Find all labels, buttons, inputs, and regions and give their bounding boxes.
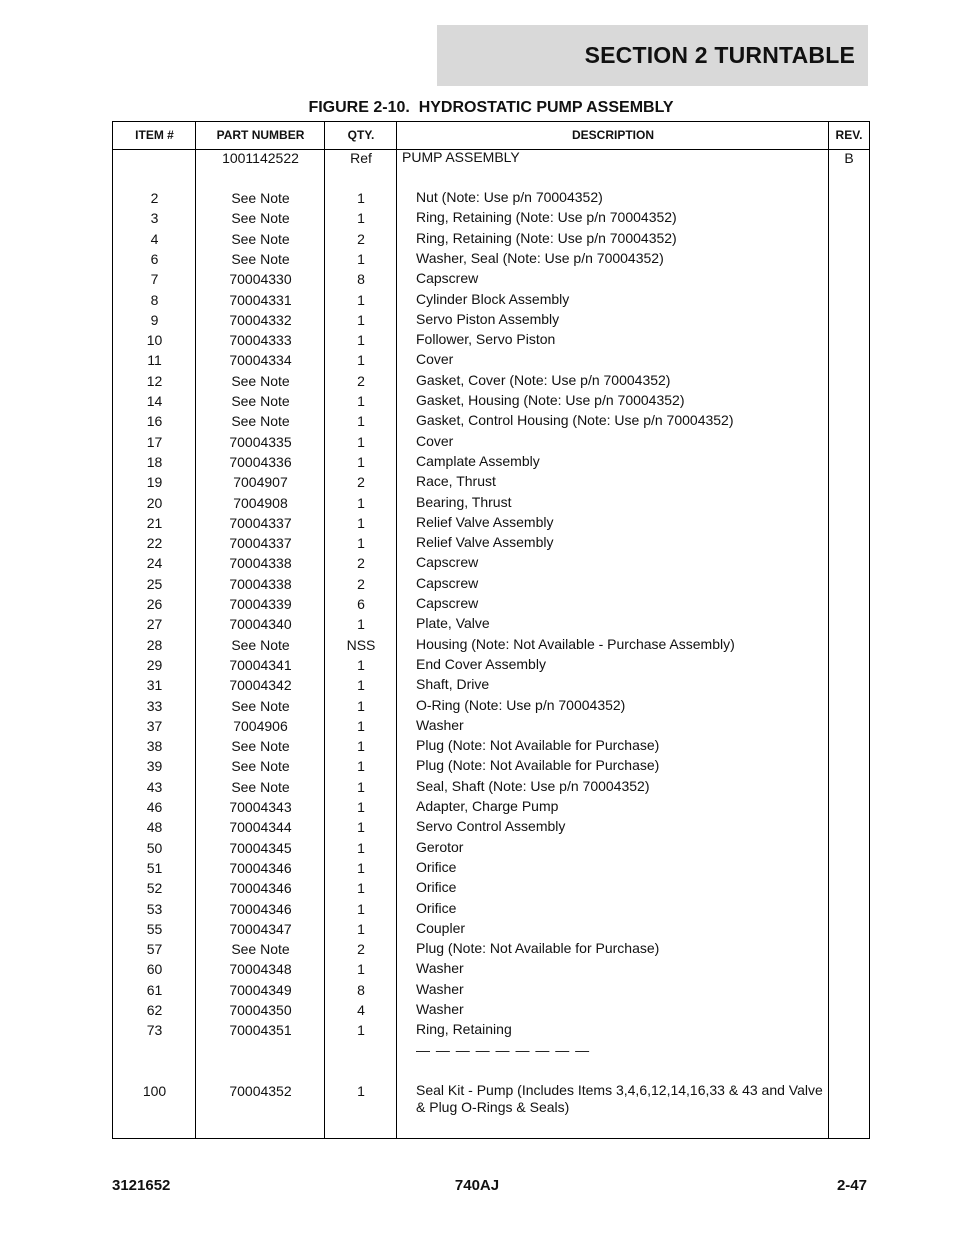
description: End Cover Assembly — [416, 655, 546, 672]
part-number: 70004337 — [229, 535, 292, 552]
description: Ring, Retaining — [416, 1021, 512, 1038]
item-number: 29 — [146, 656, 163, 673]
quantity: 1 — [357, 961, 365, 978]
item-number: 28 — [146, 636, 163, 653]
description: Plug (Note: Not Available for Purchase) — [416, 940, 660, 957]
footer-page-number: 2-47 — [836, 1177, 867, 1194]
quantity: 6 — [357, 596, 365, 612]
item-number: 48 — [146, 819, 163, 836]
item-number: 52 — [146, 880, 163, 897]
table-row — [113, 1082, 869, 1116]
quantity: 2 — [357, 474, 365, 491]
item-number: 4 — [150, 230, 159, 247]
quantity: 1 — [357, 900, 365, 917]
footer-model: 740AJ — [454, 1177, 500, 1194]
part-number: See Note — [231, 778, 290, 795]
quantity: 1 — [357, 778, 365, 795]
item-number: 18 — [146, 453, 163, 470]
parts-table — [112, 121, 870, 1139]
quantity: 1 — [357, 839, 365, 856]
description: Relief Valve Assembly — [416, 513, 554, 530]
item-number: 2 — [150, 190, 159, 206]
part-number: 1001142522 — [222, 150, 299, 166]
quantity: 1 — [357, 859, 365, 876]
quantity: 1 — [357, 291, 365, 308]
description: Follower, Servo Piston — [416, 331, 556, 348]
table-row — [113, 453, 869, 473]
part-number: 70004338 — [229, 555, 292, 572]
description: Gerotor — [416, 838, 464, 855]
table-row — [113, 291, 869, 311]
item-number: 22 — [146, 535, 163, 552]
table-row — [113, 1062, 869, 1082]
description: Cover — [416, 432, 454, 449]
table-row — [113, 372, 869, 392]
description: Plug (Note: Not Available for Purchase) — [416, 737, 660, 754]
description: Camplate Assembly — [416, 452, 540, 469]
quantity: 1 — [357, 738, 365, 755]
table-row — [113, 981, 869, 1001]
item-number: 43 — [146, 778, 163, 795]
item-number: 9 — [150, 311, 159, 328]
quantity: 1 — [357, 717, 365, 734]
quantity: 1 — [357, 210, 365, 227]
quantity: 1 — [357, 494, 365, 511]
quantity: 1 — [357, 453, 365, 470]
description: Orifice — [416, 858, 457, 875]
table-row — [113, 331, 869, 351]
column-header-description: DESCRIPTION — [571, 128, 654, 142]
quantity: 4 — [357, 1002, 365, 1018]
table-row — [113, 879, 869, 899]
description: Cover — [416, 351, 454, 368]
quantity: 1 — [357, 880, 365, 897]
table-row — [113, 554, 869, 574]
part-number: 70004346 — [229, 859, 292, 876]
item-number: 31 — [146, 677, 163, 694]
item-number: 62 — [146, 1002, 163, 1018]
part-number: 70004345 — [229, 839, 292, 856]
item-number: 60 — [146, 961, 163, 978]
quantity: 1 — [357, 332, 365, 349]
description: Relief Valve Assembly — [416, 534, 554, 551]
table-row — [113, 1021, 869, 1041]
description: O-Ring (Note: Use p/n 70004352) — [416, 696, 626, 713]
table-row — [113, 595, 869, 615]
column-header-item: ITEM # — [135, 128, 174, 142]
part-number: 70004344 — [229, 819, 292, 836]
part-number: See Note — [231, 250, 290, 267]
section-title: SECTION 2 TURNTABLE — [584, 42, 855, 68]
part-number: 7004907 — [233, 474, 288, 491]
part-number: 70004338 — [229, 575, 292, 592]
part-number: 70004341 — [229, 656, 292, 673]
quantity: 8 — [357, 271, 365, 288]
part-number: 70004349 — [229, 981, 292, 998]
description: Gasket, Cover (Note: Use p/n 70004352) — [416, 371, 671, 388]
part-number: 70004330 — [229, 271, 292, 288]
description: Seal Kit - Pump (Includes Items 3,4,6,12,14,16,33 & 43 and Valve & Plug O-Rings & Seals) — [416, 1082, 823, 1116]
quantity: 1 — [357, 677, 365, 694]
quantity: 1 — [357, 393, 365, 409]
revision: B — [844, 150, 854, 166]
item-number: 12 — [146, 372, 163, 389]
item-number: 7 — [150, 271, 159, 288]
item-number: 100 — [142, 1083, 167, 1100]
description: Nut (Note: Use p/n 70004352) — [416, 189, 603, 205]
description: Servo Piston Assembly — [416, 310, 560, 327]
quantity: 1 — [357, 514, 365, 531]
table-row — [113, 839, 869, 859]
part-number: See Note — [231, 372, 290, 389]
item-number: 57 — [146, 941, 163, 958]
part-number: See Note — [231, 636, 290, 653]
quantity: 1 — [357, 758, 365, 775]
item-number: 17 — [146, 433, 163, 450]
item-number: 21 — [146, 514, 163, 531]
quantity: 1 — [357, 799, 365, 815]
description: Race, Thrust — [416, 473, 496, 490]
table-row — [113, 676, 869, 696]
part-number: 70004347 — [229, 920, 292, 937]
quantity: 1 — [357, 250, 365, 267]
part-number: 70004351 — [229, 1022, 292, 1039]
quantity: 1 — [357, 311, 365, 328]
item-number: 51 — [146, 859, 163, 876]
quantity: 8 — [357, 981, 365, 998]
section-header — [437, 25, 868, 86]
item-number: 61 — [146, 981, 163, 998]
item-number: 27 — [146, 616, 163, 633]
table-row — [113, 717, 869, 737]
part-number: 70004340 — [229, 616, 292, 633]
part-number: See Note — [231, 393, 290, 409]
table-row-assembly — [113, 149, 869, 169]
part-number: See Note — [231, 758, 290, 775]
item-number: 10 — [146, 332, 163, 349]
quantity: 2 — [357, 230, 365, 247]
part-number: 70004334 — [229, 352, 292, 369]
table-row — [113, 433, 869, 453]
quantity: 2 — [357, 372, 365, 389]
item-number: 46 — [146, 799, 163, 815]
part-number: See Note — [231, 697, 290, 714]
item-number: 37 — [146, 717, 163, 734]
description: Plate, Valve — [416, 615, 490, 632]
table-row — [113, 250, 869, 270]
table-row — [113, 351, 869, 371]
part-number: See Note — [231, 738, 290, 755]
description: Housing (Note: Not Available - Purchase Assembly) — [416, 635, 735, 652]
quantity: 1 — [357, 616, 365, 633]
description: Capscrew — [416, 270, 479, 287]
part-number: See Note — [231, 190, 290, 206]
item-number: 25 — [146, 575, 163, 592]
quantity: 2 — [357, 941, 365, 958]
description: Capscrew — [416, 554, 479, 571]
part-number: 70004331 — [229, 291, 292, 308]
table-row — [113, 534, 869, 554]
table-row — [113, 230, 869, 250]
quantity: 1 — [357, 819, 365, 836]
quantity: 1 — [357, 656, 365, 673]
table-row — [113, 859, 869, 879]
description: Seal, Shaft (Note: Use p/n 70004352) — [416, 777, 650, 794]
quantity: 1 — [357, 920, 365, 937]
description: Capscrew — [416, 574, 479, 591]
part-number: 70004346 — [229, 900, 292, 917]
table-row — [113, 1001, 869, 1021]
part-number: See Note — [231, 230, 290, 247]
quantity: 2 — [357, 575, 365, 592]
table-row — [113, 412, 869, 432]
part-number: 70004339 — [229, 596, 292, 612]
description: — — — — — — — — — — [416, 1041, 591, 1058]
part-number: 70004350 — [229, 1002, 292, 1018]
table-row — [113, 757, 869, 777]
part-number: See Note — [231, 210, 290, 227]
quantity: 1 — [357, 1083, 365, 1100]
table-row — [113, 798, 869, 818]
description: Washer — [416, 960, 464, 977]
description: Ring, Retaining (Note: Use p/n 70004352) — [416, 229, 677, 246]
item-number: 50 — [146, 839, 163, 856]
table-row — [113, 494, 869, 514]
table-row — [113, 270, 869, 290]
part-number: 70004348 — [229, 961, 292, 978]
table-row — [113, 737, 869, 757]
quantity: 2 — [357, 555, 365, 572]
part-number: 70004333 — [229, 332, 292, 349]
table-row — [113, 615, 869, 635]
column-header-rev: REV. — [835, 128, 863, 142]
description: Washer — [416, 1001, 464, 1017]
item-number: 33 — [146, 697, 163, 714]
description: Orifice — [416, 899, 457, 916]
part-number: 70004342 — [229, 677, 292, 694]
quantity: Ref — [350, 150, 372, 166]
description: Cylinder Block Assembly — [416, 290, 570, 307]
item-number: 6 — [150, 250, 159, 267]
table-row — [113, 636, 869, 656]
description: Capscrew — [416, 595, 479, 611]
table-row — [113, 920, 869, 940]
part-number: 70004337 — [229, 514, 292, 531]
table-row — [113, 189, 869, 209]
description: Gasket, Housing (Note: Use p/n 70004352) — [416, 392, 685, 408]
description: Servo Control Assembly — [416, 818, 566, 835]
column-header-part-number: PART NUMBER — [216, 128, 305, 142]
column-header-qty: QTY. — [347, 128, 375, 142]
table-row — [113, 818, 869, 838]
quantity: 1 — [357, 433, 365, 450]
item-number: 8 — [150, 291, 159, 308]
table-row — [113, 778, 869, 798]
item-number: 53 — [146, 900, 163, 917]
table-row — [113, 209, 869, 229]
table-row — [113, 311, 869, 331]
part-number: 70004346 — [229, 880, 292, 897]
quantity: 1 — [357, 352, 365, 369]
description: Washer — [416, 716, 464, 733]
item-number: 39 — [146, 758, 163, 775]
table-row — [113, 1042, 869, 1062]
table-row — [113, 392, 869, 412]
part-number: 7004908 — [233, 494, 288, 511]
description: Coupler — [416, 919, 466, 936]
item-number: 26 — [146, 596, 163, 612]
part-number: 70004343 — [229, 799, 292, 815]
description: Bearing, Thrust — [416, 493, 512, 510]
figure-title: FIGURE 2-10. HYDROSTATIC PUMP ASSEMBLY — [308, 99, 674, 116]
description: Plug (Note: Not Available for Purchase) — [416, 757, 660, 774]
item-number: 55 — [146, 920, 163, 937]
part-number: 70004332 — [229, 311, 292, 328]
description: Adapter, Charge Pump — [416, 798, 559, 814]
item-number: 11 — [147, 352, 162, 369]
item-number: 20 — [146, 494, 163, 511]
table-row — [113, 514, 869, 534]
description: Washer — [416, 980, 464, 997]
description: Orifice — [416, 879, 457, 896]
quantity: 1 — [357, 535, 365, 552]
item-number: 16 — [146, 413, 163, 430]
item-number: 73 — [146, 1022, 163, 1039]
part-number: 70004336 — [229, 453, 292, 470]
item-number: 3 — [150, 210, 159, 227]
part-number: 70004335 — [229, 433, 292, 450]
description: Gasket, Control Housing (Note: Use p/n 70004352) — [416, 412, 734, 429]
table-row — [113, 473, 869, 493]
item-number: 38 — [146, 738, 163, 755]
table-row — [113, 960, 869, 980]
description: Shaft, Drive — [416, 676, 490, 693]
part-number: 70004352 — [229, 1083, 292, 1100]
part-number: 7004906 — [233, 717, 288, 734]
description: Washer, Seal (Note: Use p/n 70004352) — [416, 249, 664, 266]
table-row — [113, 575, 869, 595]
quantity: 1 — [357, 413, 365, 430]
quantity: 1 — [357, 190, 365, 206]
part-number: See Note — [231, 413, 290, 430]
item-number: 14 — [146, 393, 163, 409]
description: Ring, Retaining (Note: Use p/n 70004352) — [416, 209, 677, 226]
table-row — [113, 697, 869, 717]
quantity: 1 — [357, 1022, 365, 1039]
table-row — [113, 940, 869, 960]
quantity: NSS — [346, 636, 376, 653]
footer-document-number: 3121652 — [112, 1177, 171, 1194]
item-number: 24 — [146, 555, 163, 572]
part-number: See Note — [231, 941, 290, 958]
table-row — [113, 900, 869, 920]
table-row — [113, 656, 869, 676]
item-number: 19 — [146, 474, 163, 491]
description: PUMP ASSEMBLY — [402, 149, 520, 165]
quantity: 1 — [357, 697, 365, 714]
